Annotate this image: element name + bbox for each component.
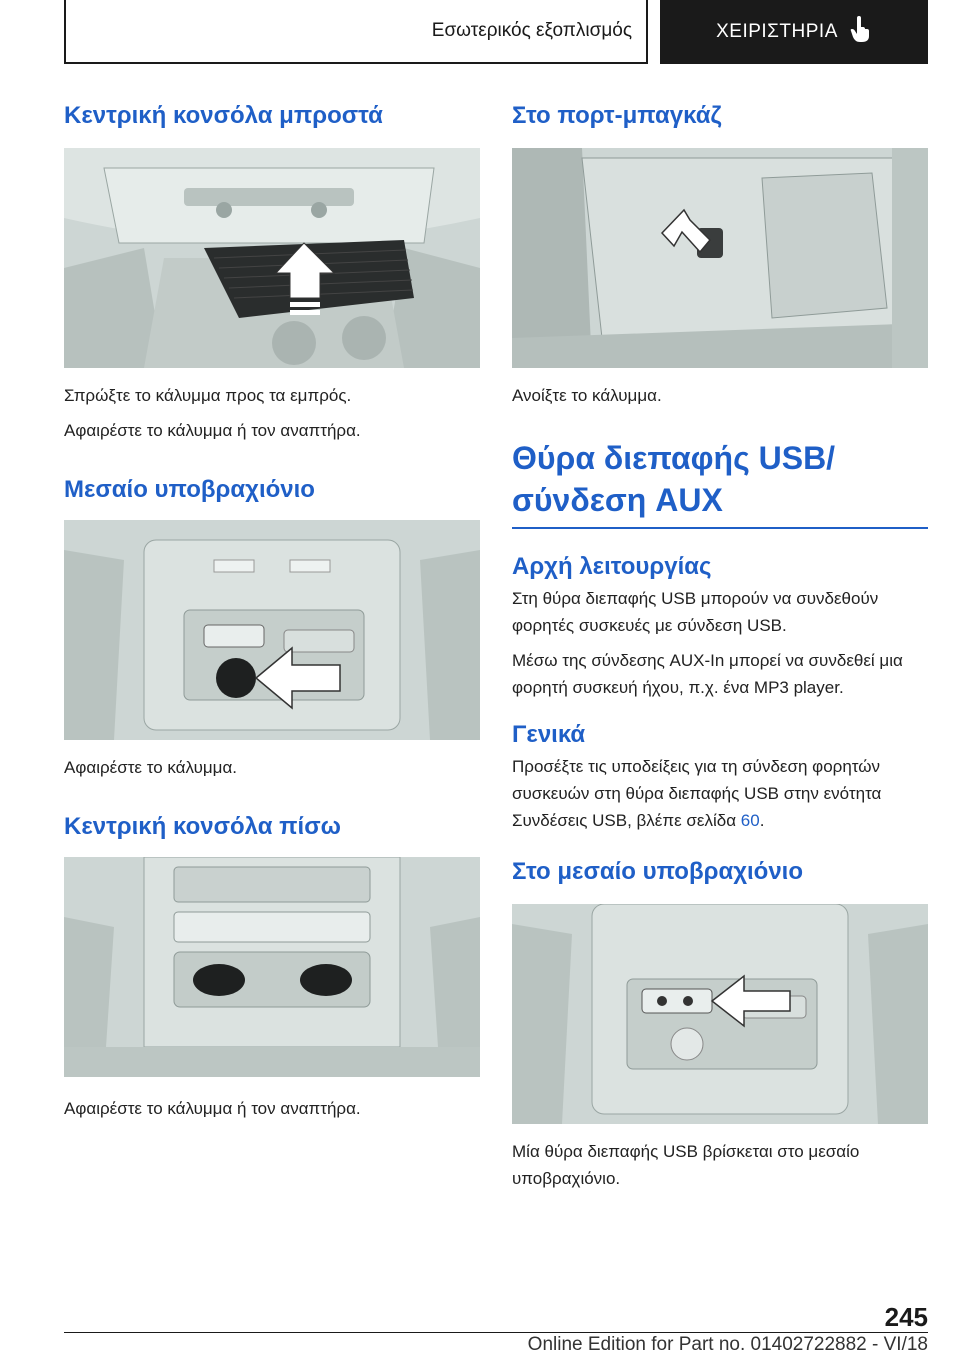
right-column <box>512 100 928 1192</box>
chapter-heading-line1: Θύρα διεπαφής USB/ <box>512 440 836 476</box>
page-number: 245 <box>884 1302 928 1332</box>
section-title-general: Γενικά <box>512 721 586 748</box>
paragraph: Αφαιρέστε το κάλυμμα. <box>64 758 238 777</box>
page-reference-link[interactable]: 60 <box>740 811 760 830</box>
paragraph: Μία θύρα διεπαφής USB βρίσκεται στο μεσαίο υποβραχιόνιο. <box>512 1142 860 1188</box>
paragraph-general <box>512 753 928 834</box>
usb-armrest-illustration <box>512 904 928 1124</box>
header-chapter-tab <box>660 0 928 64</box>
section-title-principle: Αρχή λειτουργίας <box>512 553 712 580</box>
rear-console-illustration <box>64 857 480 1077</box>
paragraph: Ανοίξτε το κάλυμμα. <box>512 386 662 405</box>
section-title-trunk: Στο πορτ-μπαγκάζ <box>512 102 722 129</box>
left-column <box>64 100 480 1122</box>
pointing-hand-icon <box>850 16 872 48</box>
section-title-front-console: Κεντρική κονσόλα μπροστά <box>64 102 383 129</box>
paragraph-end: . <box>759 811 765 830</box>
chapter-heading <box>512 437 928 529</box>
paragraph-text: Προσέξτε τις υποδείξεις για τη σύνδεση φορητών συσκευών στη θύρα διεπαφής USB στην ενότητα Συνδέσεις USB, βλέπε σελίδα <box>512 757 882 830</box>
section-title-rear-console: Κεντρική κονσόλα πίσω <box>64 813 341 840</box>
section-title-middle-armrest: Μεσαίο υποβραχιόνιο <box>64 476 315 503</box>
footer-divider <box>64 1332 928 1333</box>
paragraph: Αφαιρέστε το κάλυμμα ή τον αναπτήρα. <box>64 1099 361 1118</box>
paragraph: Σπρώξτε το κάλυμμα προς τα εμπρός. <box>64 386 352 405</box>
header-chapter-title: ΧΕΙΡΙΣΤΗΡΙΑ <box>716 21 838 42</box>
paragraph: Στη θύρα διεπαφής USB μπορούν να συνδεθούν φορητές συσκευές με σύνδεση USB. <box>512 589 879 635</box>
trunk-illustration <box>512 148 928 368</box>
paragraph: Μέσω της σύνδεσης AUX-In μπορεί να συνδεθεί μια φορητή συσκευή ήχου, π.χ. ένα MP3 player. <box>512 651 903 697</box>
paragraph: Αφαιρέστε το κάλυμμα ή τον αναπτήρα. <box>64 421 361 440</box>
chapter-heading-line2: σύνδεση AUX <box>512 482 723 518</box>
footer-edition: Online Edition for Part no. 01402722882 - VI/18 <box>527 1334 928 1355</box>
middle-armrest-illustration <box>64 520 480 740</box>
header-section-tab <box>64 0 648 64</box>
section-title-usb-armrest: Στο μεσαίο υποβραχιόνιο <box>512 858 804 885</box>
front-console-illustration <box>64 148 480 368</box>
header-section-title: Εσωτερικός εξοπλισμός <box>431 20 632 41</box>
